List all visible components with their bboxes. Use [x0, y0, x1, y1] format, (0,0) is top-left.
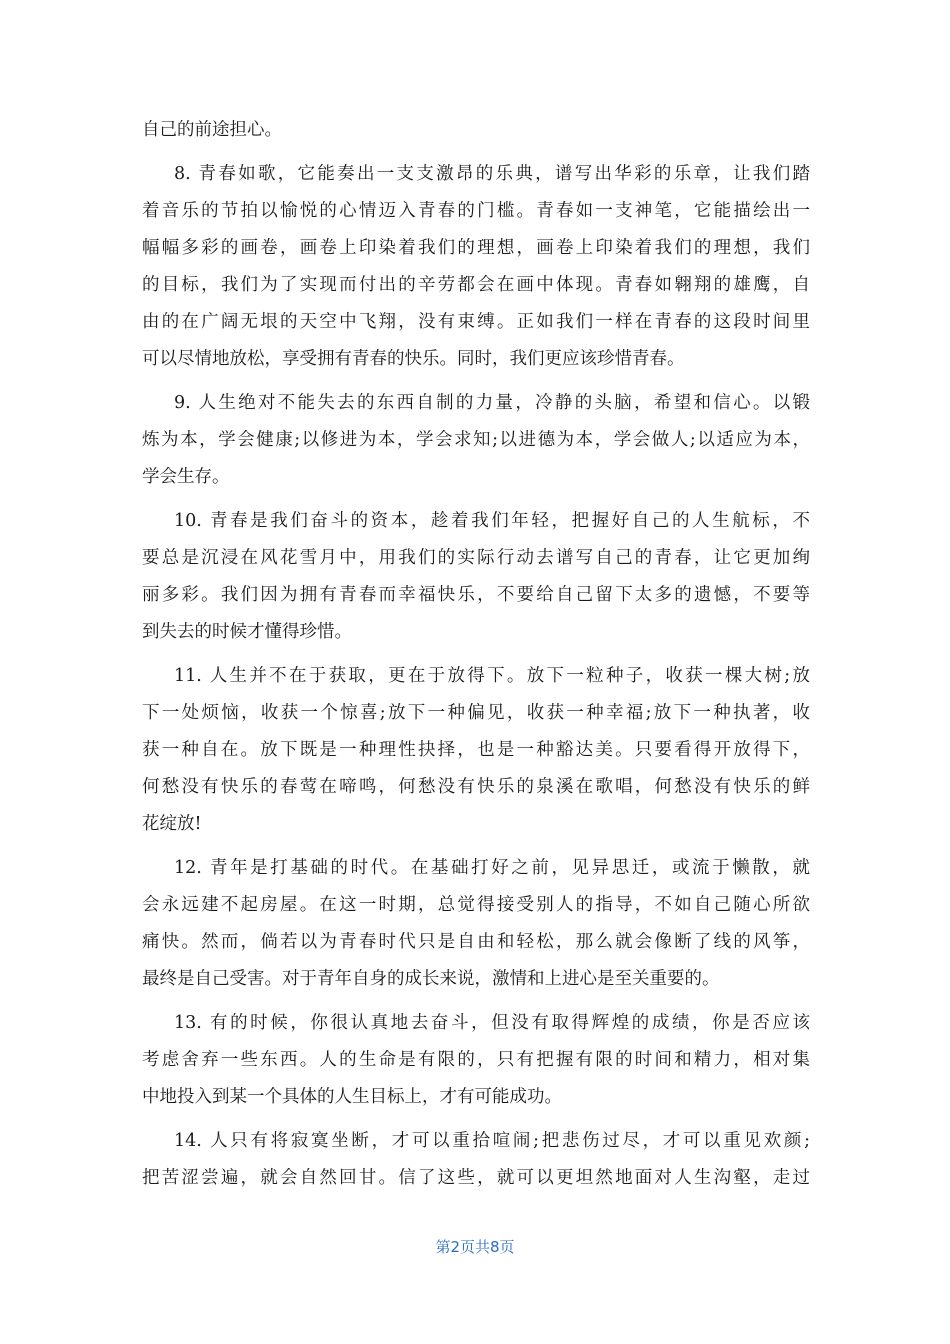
text-line: 11. 人生并不在于获取，更在于放得下。放下一粒种子，收获一棵大树;放 [174, 666, 810, 686]
paragraph-8 [142, 156, 810, 378]
paragraph-continuation [142, 112, 810, 149]
text-line: 中地投入到某一个具体的人生目标上，才有可能成功。 [142, 1087, 562, 1107]
text-line: 12. 青年是打基础的时代。在基础打好之前，见异思迁，或流于懒散，就 [174, 858, 810, 878]
text-line: 的目标，我们为了实现而付出的辛劳都会在画中体现。青春如翱翔的雄鹰，自 [142, 275, 810, 295]
text-line: 下一处烦恼，收获一个惊喜;放下一种偏见，收获一种幸福;放下一种执著，收 [142, 703, 810, 723]
text-line: 把苦涩尝遍，就会自然回甘。信了这些，就可以更坦然地面对人生沟壑，走过 [142, 1168, 810, 1188]
text-line: 会永远建不起房屋。在这一时期，总觉得接受别人的指导，不如自己随心所欲 [142, 895, 810, 915]
text-line: 炼为本，学会健康;以修进为本，学会求知;以进德为本，学会做人;以适应为本， [142, 430, 810, 450]
text-line: 可以尽情地放松，享受拥有青春的快乐。同时，我们更应该珍惜青春。 [142, 349, 685, 369]
text-line: 10. 青春是我们奋斗的资本，趁着我们年轻，把握好自己的人生航标，不 [174, 511, 810, 531]
text-line: 考虑舍弃一些东西。人的生命是有限的，只有把握有限的时间和精力，相对集 [142, 1050, 810, 1070]
paragraph-10 [142, 503, 810, 651]
paragraph-14 [142, 1123, 810, 1197]
text-line: 到失去的时候才懂得珍惜。 [142, 622, 352, 642]
text-line: 14. 人只有将寂寞坐断，才可以重拾喧闹;把悲伤过尽，才可以重见欢颜; [174, 1131, 810, 1151]
text-line: 要总是沉浸在风花雪月中，用我们的实际行动去谱写自己的青春，让它更加绚 [142, 548, 810, 568]
text-line: 最终是自己受害。对于青年自身的成长来说，激情和上进心是至关重要的。 [142, 969, 720, 989]
page-number-footer: 第2页共8页 [435, 1238, 515, 1256]
text-line: 13. 有的时候，你很认真地去奋斗，但没有取得辉煌的成绩，你是否应该 [174, 1013, 810, 1033]
text-line: 花绽放! [142, 814, 202, 834]
document-body [142, 112, 810, 1204]
text-line: 丽多彩。我们因为拥有青春而幸福快乐，不要给自己留下太多的遗憾，不要等 [142, 585, 810, 605]
text-line: 幅幅多彩的画卷，画卷上印染着我们的理想，画卷上印染着我们的理想，我们 [142, 238, 810, 258]
text-line: 学会生存。 [142, 467, 230, 487]
text-line: 由的在广阔无垠的天空中飞翔，没有束缚。正如我们一样在青春的这段时间里 [142, 312, 810, 332]
paragraph-12 [142, 850, 810, 998]
text-line: 着音乐的节拍以愉悦的心情迈入青春的门槛。青春如一支神笔，它能描绘出一 [142, 201, 810, 221]
text-line: 9. 人生绝对不能失去的东西自制的力量，冷静的头脑，希望和信心。以锻 [174, 393, 810, 413]
paragraph-9 [142, 385, 810, 496]
text-line: 8. 青春如歌，它能奏出一支支激昂的乐典，谱写出华彩的乐章，让我们踏 [174, 164, 810, 184]
text-line: 何愁没有快乐的春莺在啼鸣，何愁没有快乐的泉溪在歌唱，何愁没有快乐的鲜 [142, 777, 810, 797]
paragraph-11 [142, 658, 810, 843]
text-line: 获一种自在。放下既是一种理性抉择，也是一种豁达美。只要看得开放得下， [142, 740, 810, 760]
text-line: 自己的前途担心。 [142, 120, 282, 140]
paragraph-13 [142, 1005, 810, 1116]
text-line: 痛快。然而，倘若以为青春时代只是自由和轻松，那么就会像断了线的风筝， [142, 932, 810, 952]
